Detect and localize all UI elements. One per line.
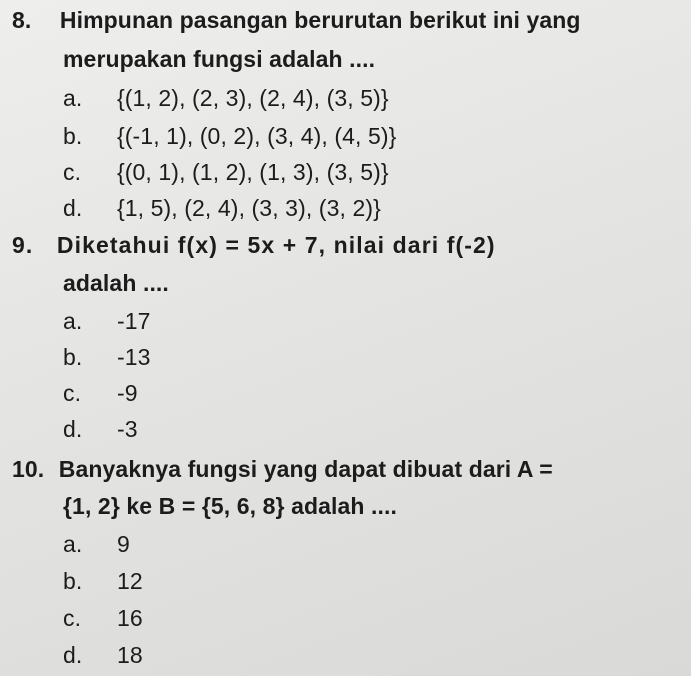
question-8-line-1 bbox=[12, 6, 581, 34]
option-text: -17 bbox=[117, 308, 151, 334]
option-text: {1, 5), (2, 4), (3, 3), (3, 2)} bbox=[117, 195, 381, 221]
option-text: {(0, 1), (1, 2), (1, 3), (3, 5)} bbox=[117, 159, 389, 185]
question-stem: merupakan fungsi adalah .... bbox=[63, 46, 376, 72]
option-10d bbox=[63, 641, 143, 669]
option-9a bbox=[63, 307, 151, 335]
option-text: -9 bbox=[117, 380, 138, 406]
option-text: 18 bbox=[117, 642, 143, 668]
question-stem: Banyaknya fungsi yang dapat dibuat dari A = bbox=[58, 456, 553, 482]
option-text: 16 bbox=[117, 605, 143, 631]
option-letter: d. bbox=[63, 195, 83, 221]
option-10c bbox=[63, 604, 143, 632]
option-letter: d. bbox=[63, 416, 83, 442]
option-8a bbox=[63, 84, 389, 112]
option-text: 12 bbox=[117, 568, 143, 594]
option-letter: c. bbox=[63, 380, 82, 406]
option-text: {(1, 2), (2, 3), (2, 4), (3, 5)} bbox=[117, 85, 389, 111]
question-number: 10. bbox=[12, 456, 45, 482]
question-stem: Diketahui f(x) = 5x + 7, nilai dari f(-2) bbox=[56, 232, 496, 258]
option-8b bbox=[63, 122, 396, 150]
option-letter: c. bbox=[63, 605, 82, 631]
option-8c bbox=[63, 158, 389, 186]
option-text: 9 bbox=[117, 531, 130, 557]
option-letter: c. bbox=[63, 159, 82, 185]
option-9c bbox=[63, 379, 138, 407]
option-letter: b. bbox=[63, 123, 83, 149]
option-10b bbox=[63, 567, 143, 595]
option-text: -3 bbox=[117, 416, 138, 442]
question-stem: adalah .... bbox=[63, 270, 169, 296]
option-letter: a. bbox=[63, 531, 83, 557]
question-stem: {1, 2} ke B = {5, 6, 8} adalah .... bbox=[63, 493, 397, 519]
option-text: -13 bbox=[117, 344, 151, 370]
question-9-line-1 bbox=[12, 231, 496, 259]
option-letter: b. bbox=[63, 344, 83, 370]
option-10a bbox=[63, 530, 130, 558]
option-text: {(-1, 1), (0, 2), (3, 4), (4, 5)} bbox=[117, 123, 397, 149]
option-letter: a. bbox=[63, 85, 83, 111]
question-number: 9. bbox=[12, 232, 34, 258]
question-stem: Himpunan pasangan berurutan berikut ini yang bbox=[59, 7, 581, 33]
option-8d bbox=[63, 194, 381, 222]
option-letter: b. bbox=[63, 568, 83, 594]
question-10-line-1 bbox=[12, 455, 553, 483]
question-number: 8. bbox=[12, 7, 32, 33]
option-letter: d. bbox=[63, 642, 83, 668]
option-letter: a. bbox=[63, 308, 83, 334]
option-9b bbox=[63, 343, 151, 371]
option-9d bbox=[63, 415, 138, 443]
